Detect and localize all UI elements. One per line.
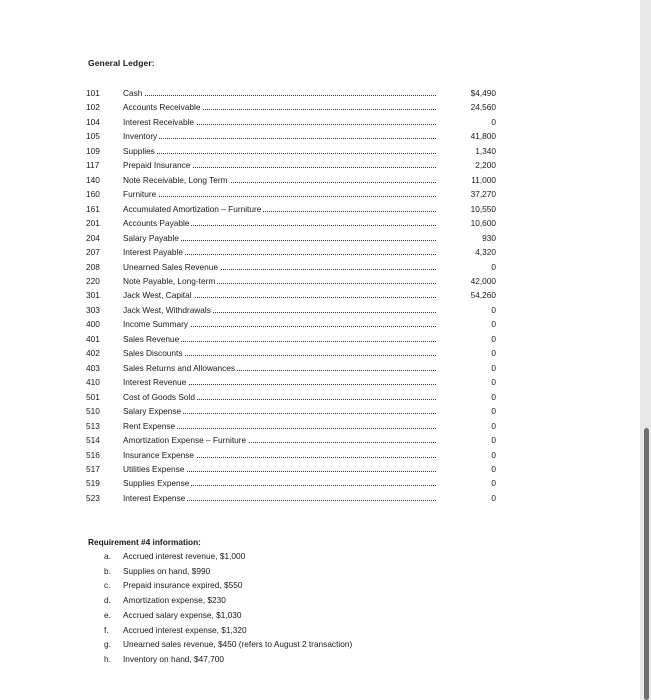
requirement-text: Unearned sales revenue, $450 (refers to August 2 transaction): [123, 639, 353, 650]
account-number: 501: [86, 391, 100, 402]
account-name: Amortization Expense – Furniture: [123, 435, 247, 446]
account-balance: 0: [491, 116, 496, 127]
account-number: 401: [86, 333, 100, 344]
ledger-row: [86, 390, 496, 404]
account-name: Accounts Receivable: [123, 102, 201, 113]
account-name: Note Receivable, Long Term: [123, 174, 228, 185]
account-name: Jack West, Capital: [123, 290, 192, 301]
ledger-row: [86, 260, 496, 274]
ledger-row: [86, 462, 496, 476]
dot-leader: [126, 153, 436, 154]
requirement-letter: g.: [104, 639, 111, 650]
requirement-text: Supplies on hand, $990: [123, 565, 211, 576]
account-balance: 41,800: [470, 131, 496, 142]
ledger-row: [86, 332, 496, 346]
account-balance: 0: [491, 362, 496, 373]
ledger-row: [86, 187, 496, 201]
account-number: 410: [86, 377, 100, 388]
ledger-row: [86, 144, 496, 158]
account-number: 101: [86, 88, 100, 98]
ledger-row: [86, 288, 496, 302]
requirement-letter: e.: [104, 609, 111, 620]
ledger-row: [86, 158, 496, 172]
requirement-letter: h.: [104, 653, 111, 664]
requirement-item: [104, 608, 242, 622]
account-number: 301: [86, 290, 100, 301]
ledger-row: [86, 419, 496, 433]
requirement-text: Accrued interest expense, $1,320: [123, 624, 247, 635]
account-balance: 11,000: [471, 174, 496, 185]
account-number: 303: [86, 304, 100, 315]
ledger-row: [86, 86, 496, 100]
requirement-letter: b.: [104, 565, 111, 576]
vertical-scrollbar[interactable]: [640, 0, 651, 700]
account-balance: 0: [491, 348, 496, 359]
account-balance: 0: [491, 478, 496, 489]
account-number: 403: [86, 362, 100, 373]
ledger-row: [86, 173, 496, 187]
account-name: Cost of Goods Sold: [123, 391, 195, 402]
account-balance: 0: [491, 449, 496, 460]
account-name: Accounts Payable: [123, 218, 190, 229]
dot-leader: [126, 138, 436, 139]
account-name: Rent Expense: [123, 420, 176, 431]
account-balance: 1,340: [475, 145, 496, 156]
account-name: Interest Revenue: [123, 377, 187, 388]
account-name: Interest Receivable: [123, 116, 195, 127]
account-number: 514: [86, 435, 100, 446]
account-number: 220: [86, 275, 100, 286]
requirement-letter: a.: [104, 551, 111, 561]
account-balance: 930: [482, 232, 496, 243]
requirement-item: [104, 637, 352, 651]
ledger-row: [86, 433, 496, 447]
account-balance: 10,550: [470, 203, 496, 214]
account-name: Note Payable, Long-term: [123, 275, 216, 286]
ledger-row: [86, 129, 496, 143]
account-name: Inventory: [123, 131, 158, 142]
requirement-item: [104, 593, 226, 607]
requirement-item: [104, 549, 245, 563]
account-number: 208: [86, 261, 100, 272]
ledger-row: [86, 216, 496, 230]
account-name: Supplies: [123, 145, 155, 156]
account-name: Supplies Expense: [123, 478, 190, 489]
ledger-row: [86, 491, 496, 505]
account-name: Income Summary: [123, 319, 189, 330]
scrollbar-thumb[interactable]: [644, 428, 649, 700]
ledger-row: [86, 245, 496, 259]
account-name: Prepaid Insurance: [123, 160, 191, 171]
account-number: 402: [86, 348, 100, 359]
ledger-row: [86, 346, 496, 360]
account-name: Sales Revenue: [123, 333, 180, 344]
account-number: 140: [86, 174, 100, 185]
account-number: 109: [86, 145, 100, 156]
ledger-row: [86, 231, 496, 245]
account-balance: 0: [491, 406, 496, 417]
requirement-letter: c.: [104, 580, 111, 591]
requirement-title: Requirement #4 information:: [88, 537, 201, 547]
account-balance: 0: [491, 333, 496, 344]
account-balance: 0: [491, 261, 496, 272]
requirement-text: Prepaid insurance expired, $550: [123, 580, 243, 591]
account-balance: 0: [491, 304, 496, 315]
ledger-row: [86, 317, 496, 331]
account-name: Utilities Expense: [123, 463, 185, 474]
account-number: 105: [86, 131, 100, 142]
account-number: 523: [86, 492, 100, 503]
account-number: 510: [86, 406, 100, 417]
account-balance: 0: [491, 319, 496, 330]
requirement-text: Accrued salary expense, $1,030: [123, 609, 242, 620]
account-balance: $4,490: [470, 88, 496, 98]
account-name: Cash: [123, 88, 143, 98]
account-name: Jack West, Withdrawals: [123, 304, 211, 315]
account-name: Unearned Sales Revenue: [123, 261, 219, 272]
account-balance: 0: [491, 391, 496, 402]
requirement-item: [104, 652, 224, 666]
account-number: 161: [86, 203, 100, 214]
ledger-row: [86, 404, 496, 418]
account-name: Interest Payable: [123, 247, 183, 258]
account-balance: 54,260: [470, 290, 496, 301]
ledger-row: [86, 448, 496, 462]
ledger-row: [86, 375, 496, 389]
account-name: Sales Discounts: [123, 348, 183, 359]
ledger-row: [86, 274, 496, 288]
ledger-row: [86, 100, 496, 114]
account-balance: 37,270: [470, 189, 496, 200]
account-number: 104: [86, 116, 100, 127]
account-name: Sales Returns and Allowances: [123, 362, 236, 373]
account-balance: 0: [491, 420, 496, 431]
account-number: 160: [86, 189, 100, 200]
ledger-row: [86, 361, 496, 375]
account-balance: 0: [491, 492, 496, 503]
requirement-item: [104, 623, 247, 637]
account-name: Salary Payable: [123, 232, 179, 243]
ledger-title: General Ledger:: [88, 58, 155, 68]
dot-leader: [126, 95, 436, 96]
account-number: 517: [86, 463, 100, 474]
account-number: 513: [86, 420, 100, 431]
account-balance: 0: [491, 463, 496, 474]
account-number: 201: [86, 218, 100, 229]
account-balance: 24,560: [470, 102, 496, 113]
requirement-text: Amortization expense, $230: [123, 595, 226, 606]
account-number: 207: [86, 247, 100, 258]
requirement-letter: d.: [104, 595, 111, 606]
requirement-letter: f.: [104, 624, 109, 635]
account-number: 400: [86, 319, 100, 330]
ledger-row: [86, 115, 496, 129]
account-name: Interest Expense: [123, 492, 186, 503]
account-name: Accumulated Amortization – Furniture: [123, 203, 262, 214]
ledger-row: [86, 303, 496, 317]
account-name: Salary Expense: [123, 406, 182, 417]
requirement-item: [104, 578, 242, 592]
account-balance: 4,320: [475, 247, 496, 258]
account-balance: 2,200: [475, 160, 496, 171]
account-number: 102: [86, 102, 100, 113]
account-number: 519: [86, 478, 100, 489]
dot-leader: [126, 196, 436, 197]
account-balance: 0: [491, 435, 496, 446]
account-number: 516: [86, 449, 100, 460]
ledger-row: [86, 476, 496, 490]
account-name: Furniture: [123, 189, 157, 200]
account-number: 117: [86, 160, 100, 171]
account-name: Insurance Expense: [123, 449, 195, 460]
requirement-text: Accrued interest revenue, $1,000: [123, 551, 246, 561]
ledger-row: [86, 202, 496, 216]
account-balance: 10,600: [470, 218, 496, 229]
requirement-text: Inventory on hand, $47,700: [123, 653, 225, 664]
requirement-item: [104, 564, 210, 578]
account-number: 204: [86, 232, 100, 243]
account-balance: 42,000: [470, 275, 496, 286]
account-balance: 0: [491, 377, 496, 388]
